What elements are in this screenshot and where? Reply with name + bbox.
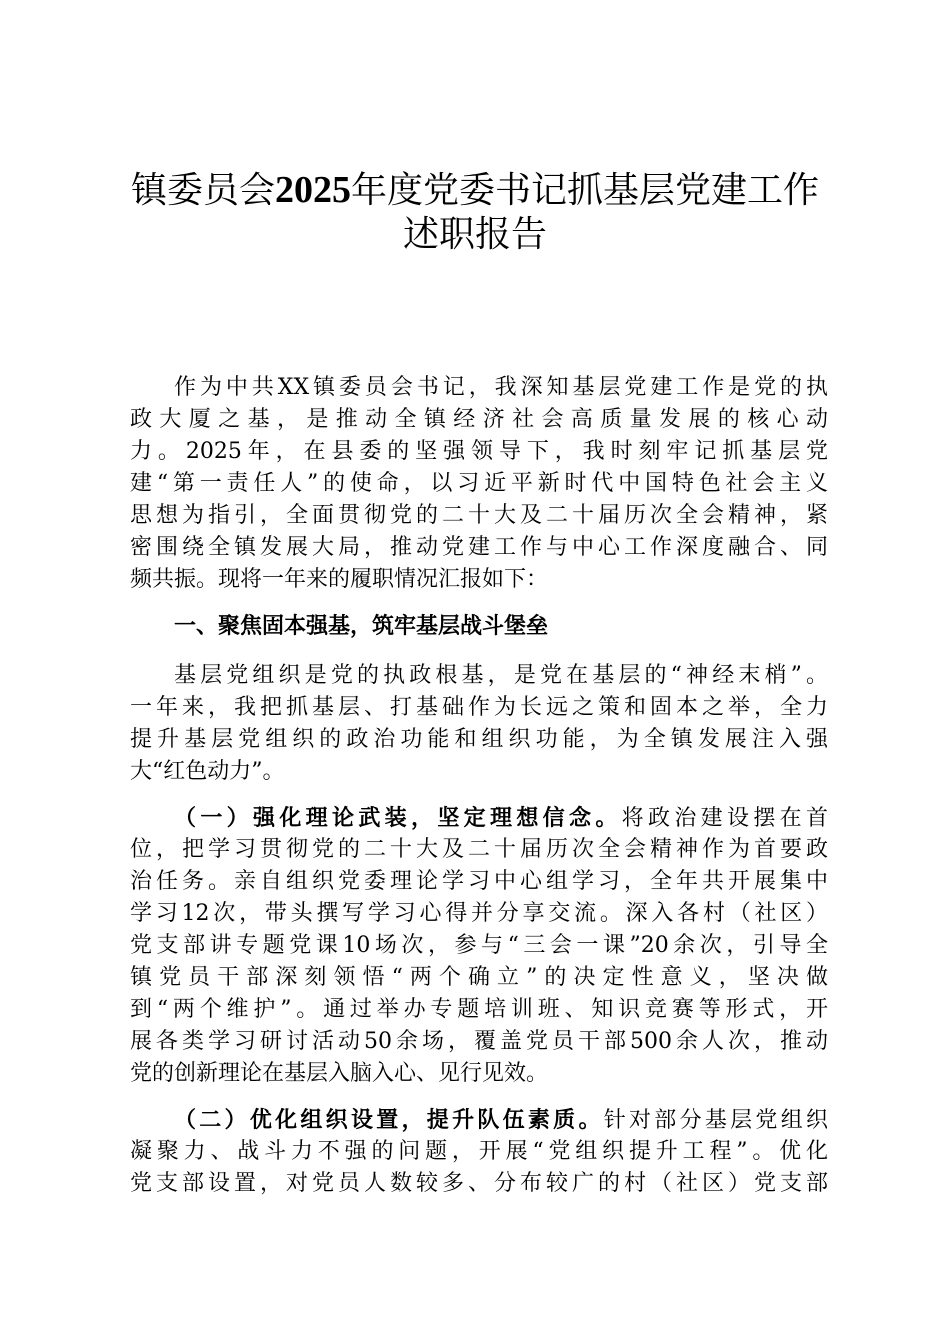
text-line: 治任务。亲自组织党委理论学习中心组学习，全年共开展集中 [130,869,828,894]
subsection-2-first-line: 针对部分基层党组织 [603,1108,828,1133]
text-line: 提升基层党组织的政治功能和组织功能，为全镇发展注入强 [130,727,828,752]
text-line: 党支部讲专题党课10场次，参与“三会一课”20余次，引导全 [130,933,828,958]
subsection-2-paragraph [130,1104,828,1200]
text-line: 政大厦之基，是推动全镇经济社会高质量发展的核心动 [130,407,828,432]
text-line: 基层党组织是党的执政根基，是党在基层的“神经末梢”。 [174,663,828,688]
title-line-2: 述职报告 [402,214,547,255]
subsection-2-lead: （二）优化组织设置，提升队伍素质。 [174,1107,604,1133]
text-line: 学习12次，带头撰写学习心得并分享交流。深入各村（社区） [130,901,828,926]
text-line: 密围绕全镇发展大局，推动党建工作与中心工作深度融合、同 [130,535,828,560]
text-line: 党支部设置，对党员人数较多、分布较广的村（社区）党支部 [130,1171,828,1196]
title-segment: 年度党委书记抓基层党建工作 [351,170,820,211]
text-line: 思想为指引，全面贯彻党的二十大及二十届历次全会精神，紧 [130,503,828,528]
text-line [130,1104,828,1136]
text-line [130,802,828,834]
subsection-1-lead: （一）强化理论武装，坚定理想信念。 [174,805,622,831]
title-year: 2025 [275,169,351,211]
intro-paragraph [130,372,828,596]
text-line: 位，把学习贯彻党的二十大及二十届历次全会精神作为首要政 [130,837,828,862]
subsection-1-paragraph [130,802,828,1090]
subsection-1-first-line: 将政治建设摆在首 [621,806,828,831]
text-line: 凝聚力、战斗力不强的问题，开展“党组织提升工程”。优化 [130,1139,828,1164]
section-heading-1: 一、聚焦固本强基，筑牢基层战斗堡垒 [174,613,549,639]
text-line: 一年来，我把抓基层、打基础作为长远之策和固本之举，全力 [130,695,828,720]
text-line: 建“第一责任人”的使命，以习近平新时代中国特色社会主义 [130,471,828,496]
document-body [130,372,828,1214]
text-line: 作为中共XX镇委员会书记，我深知基层党建工作是党的执 [174,375,828,400]
title-line-1 [100,168,850,213]
text-line: 大“红色动力”。 [130,759,285,784]
title-segment: 镇委员会 [130,170,275,211]
text-line: 党的创新理论在基层入脑入心、见行见效。 [130,1061,549,1086]
text-line: 镇党员干部深刻领悟“两个确立”的决定性意义，坚决做 [130,965,828,990]
text-line: 频共振。现将一年来的履职情况汇报如下： [130,567,549,592]
section-1-paragraph [130,660,828,788]
page-title [100,168,850,257]
text-line: 到“两个维护”。通过举办专题培训班、知识竞赛等形式，开 [130,997,828,1022]
text-line: 力。2025年，在县委的坚强领导下，我时刻牢记抓基层党 [130,439,828,464]
text-line: 展各类学习研讨活动50余场，覆盖党员干部500余人次，推动 [130,1029,828,1054]
